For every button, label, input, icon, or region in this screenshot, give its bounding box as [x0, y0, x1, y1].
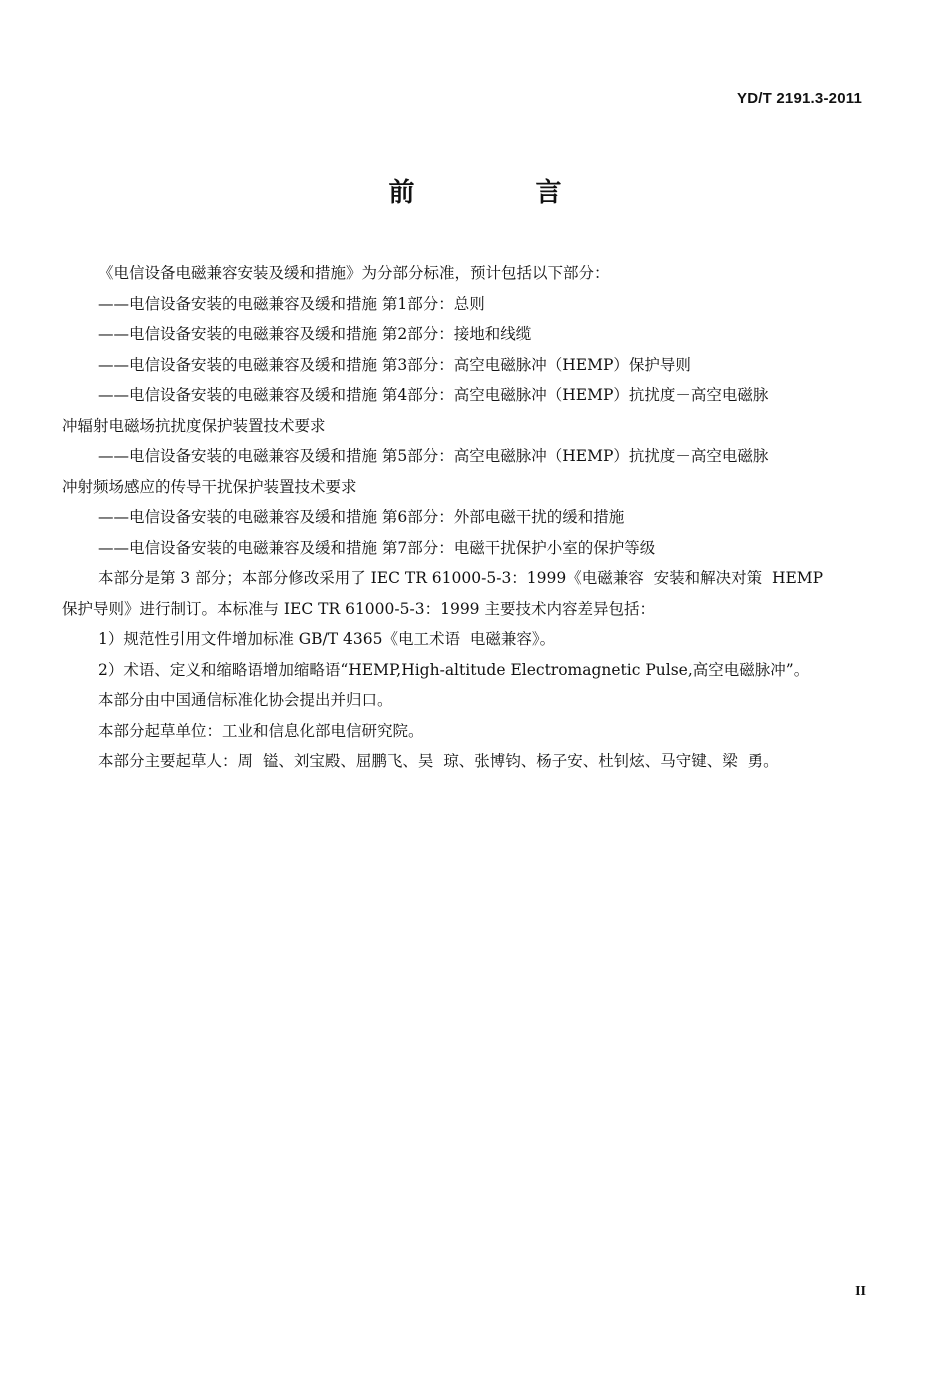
paragraph: 《电信设备电磁兼容安装及缓和措施》为分部分标准，预计包括以下部分： — [98, 264, 610, 282]
page-number: II — [855, 1284, 866, 1299]
paragraph-continued: 保护导则》进行制订。本标准与 IEC TR 61000-5-3：1999 主要技术内容差异包括： — [62, 599, 655, 618]
list-item-part-3: ——电信设备安装的电磁兼容及缓和措施 第3部分：高空电磁脉冲（HEMP）保护导则 — [98, 355, 691, 374]
difference-item-1: 1）规范性引用文件增加标准 GB/T 4365《电工术语 电磁兼容》。 — [98, 630, 556, 648]
list-item-part-5-continued: 冲射频场感应的传导干扰保护装置技术要求 — [62, 477, 357, 496]
paragraph: 本部分主要起草人：周 镒、刘宝殿、屈鹏飞、吴 琼、张博钧、杨子安、杜钊炫、马守键、梁 勇。 — [98, 752, 779, 770]
standard-code: YD/T 2191.3-2011 — [737, 90, 862, 107]
list-item-part-7: ——电信设备安装的电磁兼容及缓和措施 第7部分：电磁干扰保护小室的保护等级 — [98, 538, 656, 557]
list-item-part-5: ——电信设备安装的电磁兼容及缓和措施 第5部分：高空电磁脉冲（HEMP）抗扰度－高空电磁脉 — [98, 447, 769, 465]
list-item-part-6: ——电信设备安装的电磁兼容及缓和措施 第6部分：外部电磁干扰的缓和措施 — [98, 508, 625, 526]
paragraph: 本部分由中国通信标准化协会提出并归口。 — [98, 691, 393, 709]
list-item-part-4-continued: 冲辐射电磁场抗扰度保护装置技术要求 — [62, 416, 326, 435]
list-item-part-2: ——电信设备安装的电磁兼容及缓和措施 第2部分：接地和线缆 — [98, 325, 532, 343]
difference-item-2: 2）术语、定义和缩略语增加缩略语“HEMP,High-altitude Electromagnetic Pulse,高空电磁脉冲”。 — [98, 660, 810, 679]
list-item-part-1: ——电信设备安装的电磁兼容及缓和措施 第1部分：总则 — [98, 294, 485, 313]
paragraph: 本部分是第 3 部分；本部分修改采用了 IEC TR 61000-5-3：1999《电磁兼容 安装和解决对策 HEMP — [98, 569, 824, 587]
document-body — [62, 258, 862, 777]
page-title: 前 言 — [388, 178, 618, 208]
paragraph: 本部分起草单位：工业和信息化部电信研究院。 — [98, 721, 424, 740]
list-item-part-4: ——电信设备安装的电磁兼容及缓和措施 第4部分：高空电磁脉冲（HEMP）抗扰度－高空电磁脉 — [98, 386, 769, 404]
